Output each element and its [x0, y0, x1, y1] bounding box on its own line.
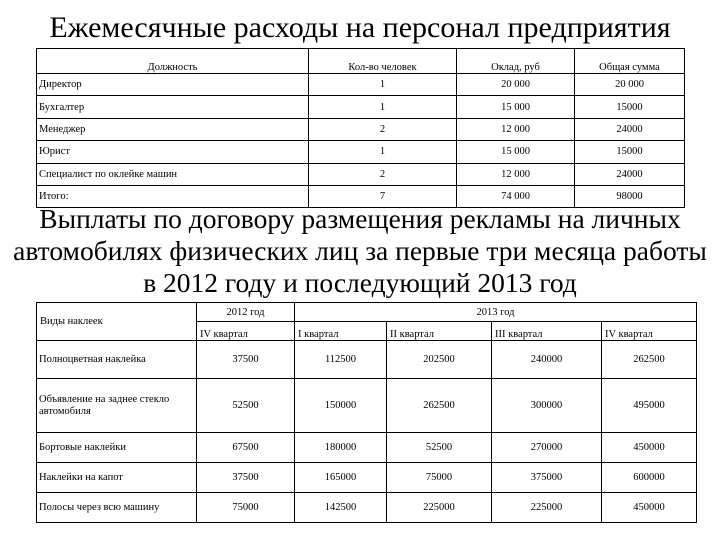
table-header-row: [37, 49, 685, 74]
cell-value: 112500: [295, 341, 387, 379]
cell-value: 165000: [295, 463, 387, 493]
cell-value: 52500: [387, 433, 492, 463]
cell-salary: 15 000: [457, 96, 575, 118]
cell-value: 270000: [492, 433, 602, 463]
cell-value: 67500: [197, 433, 295, 463]
column-header-kind: Виды наклеек: [37, 303, 197, 341]
cell-value: 75000: [197, 493, 295, 523]
cell-value: 225000: [387, 493, 492, 523]
cell-total: 15000: [575, 96, 685, 118]
cell-value: 495000: [602, 379, 697, 433]
cell-salary: 15 000: [457, 141, 575, 163]
cell-value: 75000: [387, 463, 492, 493]
cell-value: 150000: [295, 379, 387, 433]
cell-count: 1: [309, 141, 457, 163]
column-header-year-2012: 2012 год: [197, 303, 295, 322]
table-row: [37, 379, 697, 433]
cell-value: 180000: [295, 433, 387, 463]
cell-total: 15000: [575, 141, 685, 163]
table-row: [37, 463, 697, 493]
section-title-line: в 2012 году и последующий 2013 год: [143, 267, 577, 298]
column-header-quarter: IV квартал: [602, 322, 697, 341]
cell-total: 20 000: [575, 74, 685, 96]
page-title: Ежемесячные расходы на персонал предприятия: [49, 11, 671, 44]
table-row: [37, 118, 685, 140]
cell-count: 1: [309, 74, 457, 96]
staff-expenses-table: [36, 48, 685, 208]
table-row: [37, 96, 685, 118]
cell-value: 142500: [295, 493, 387, 523]
table-row: [37, 433, 697, 463]
cell-count: 2: [309, 118, 457, 140]
cell-position: Специалист по оклейке машин: [37, 163, 309, 185]
cell-value: 450000: [602, 493, 697, 523]
cell-kind: Объявление на заднее стекло автомобиля: [37, 379, 197, 433]
cell-value: 202500: [387, 341, 492, 379]
column-header-quarter: III квартал: [492, 322, 602, 341]
cell-position: Бухгалтер: [37, 96, 309, 118]
cell-count: 7: [309, 185, 457, 207]
section-title: [0, 203, 720, 299]
cell-salary: 20 000: [457, 74, 575, 96]
cell-kind: Наклейки на капот: [37, 463, 197, 493]
column-header-position: Должность: [37, 49, 309, 74]
cell-total: 98000: [575, 185, 685, 207]
cell-value: 300000: [492, 379, 602, 433]
cell-position: Итого:: [37, 185, 309, 207]
table-row: [37, 493, 697, 523]
cell-position: Директор: [37, 74, 309, 96]
cell-value: 450000: [602, 433, 697, 463]
cell-value: 262500: [387, 379, 492, 433]
cell-salary: 74 000: [457, 185, 575, 207]
cell-count: 2: [309, 163, 457, 185]
table-header-row: [37, 303, 697, 322]
cell-value: 52500: [197, 379, 295, 433]
cell-total: 24000: [575, 118, 685, 140]
table-row: [37, 341, 697, 379]
column-header-count: Кол-во человек: [309, 49, 457, 74]
section-title-line: Выплаты по договору размещения рекламы на личных: [39, 203, 681, 234]
cell-kind: Бортовые наклейки: [37, 433, 197, 463]
table-row: [37, 141, 685, 163]
cell-value: 37500: [197, 341, 295, 379]
cell-value: 375000: [492, 463, 602, 493]
cell-salary: 12 000: [457, 118, 575, 140]
column-header-total: Общая сумма: [575, 49, 685, 74]
cell-value: 600000: [602, 463, 697, 493]
cell-position: Менеджер: [37, 118, 309, 140]
column-header-quarter: IV квартал: [197, 322, 295, 341]
cell-kind: Полноцветная наклейка: [37, 341, 197, 379]
cell-value: 240000: [492, 341, 602, 379]
section-title-line: автомобилях физических лиц за первые три месяца работы: [13, 235, 707, 266]
column-header-quarter: II квартал: [387, 322, 492, 341]
cell-position: Юрист: [37, 141, 309, 163]
cell-salary: 12 000: [457, 163, 575, 185]
cell-count: 1: [309, 96, 457, 118]
ad-payments-table: [36, 302, 697, 523]
cell-total: 24000: [575, 163, 685, 185]
table-row: [37, 163, 685, 185]
column-header-year-2013: 2013 год: [295, 303, 697, 322]
column-header-quarter: I квартал: [295, 322, 387, 341]
cell-kind: Полосы через всю машину: [37, 493, 197, 523]
cell-value: 225000: [492, 493, 602, 523]
table-row: [37, 74, 685, 96]
column-header-salary: Оклад, руб: [457, 49, 575, 74]
cell-value: 37500: [197, 463, 295, 493]
cell-value: 262500: [602, 341, 697, 379]
